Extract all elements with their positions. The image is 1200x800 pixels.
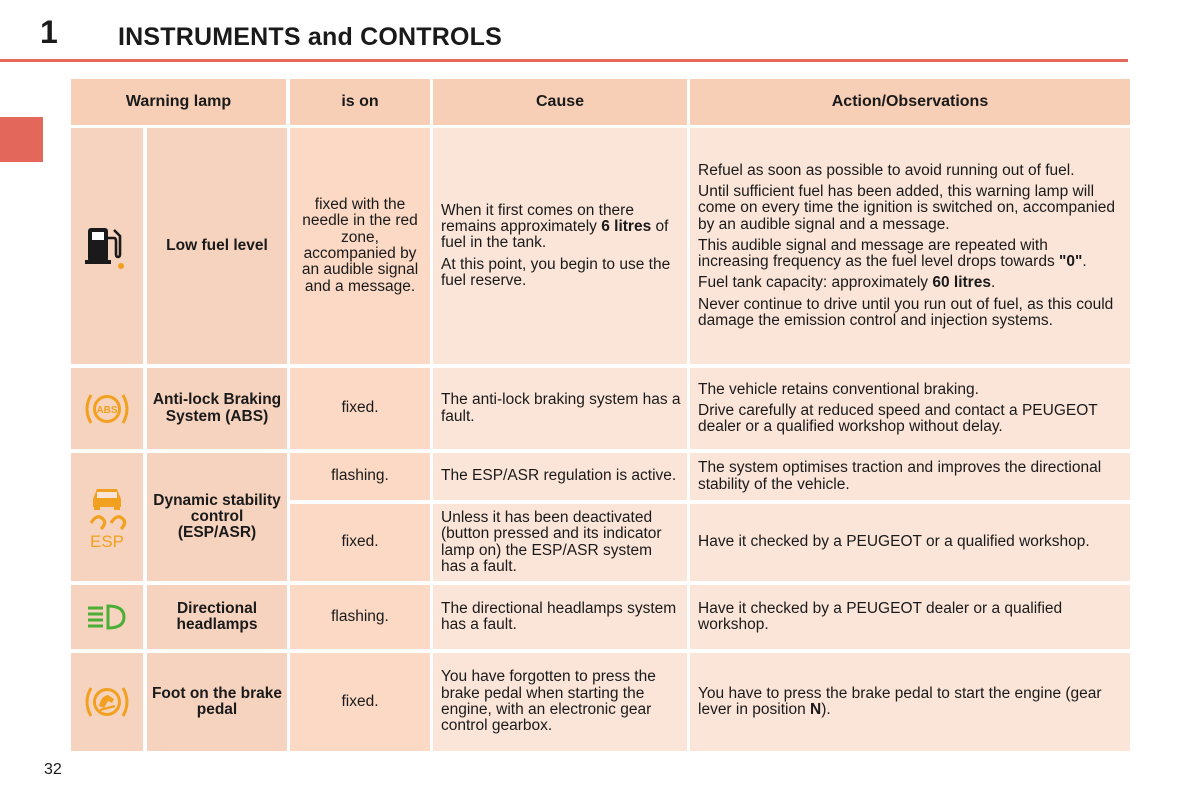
action-bold-text: "0" [1059, 253, 1083, 271]
table-row-headlamps-icon-cell [71, 585, 143, 649]
action-text: Never continue to drive until you run out of fuel, as this could damage the emission control and injection systems. [698, 295, 1114, 330]
esp-icon-text: ESP [89, 532, 125, 549]
action-text: Drive carefully at reduced speed and contact a PEUGEOT dealer or a qualified workshop without delay. [698, 401, 1098, 436]
page-number: 32 [44, 761, 62, 778]
foot-on-brake-icon [81, 682, 133, 722]
table-row-low-fuel-is-on: fixed with the needle in the red zone, accompanied by an audible signal and a message. [290, 128, 430, 364]
table-row-headlamps-action [690, 585, 1130, 649]
table-row-brake-is-on: fixed. [290, 653, 430, 751]
table-row-esp-flashing-is-on: flashing. [290, 453, 430, 500]
action-text: You have to press the brake pedal to start the engine (gear lever in position [698, 684, 1102, 718]
table-row-esp-name: Dynamic stability control (ESP/ASR) [147, 453, 287, 581]
cause-bold-text: 6 litres [601, 218, 652, 236]
action-bold-text: N [810, 701, 822, 718]
table-row-headlamps-name: Directional headlamps [147, 585, 287, 649]
action-text: Until sufficient fuel has been added, this warning lamp will come on every time the ignition is switched on, accompanied by an audible signal and a message. [698, 182, 1115, 233]
header-action: Action/Observations [690, 79, 1130, 125]
esp-skid-icon [85, 485, 129, 549]
action-text: Fuel tank capacity: approximately [698, 274, 933, 292]
header-rule [0, 59, 1128, 62]
action-bold-text: 60 litres [932, 274, 991, 292]
action-text: This audible signal and message are repeated with increasing frequency as the fuel level drops towards [698, 236, 1060, 271]
table-row-headlamps-cause [433, 585, 687, 649]
cause-text: The ESP/ASR regulation is active. [441, 467, 677, 485]
table-row-low-fuel-name: Low fuel level [147, 128, 287, 364]
header-warning-lamp: Warning lamp [71, 79, 286, 125]
action-text: The vehicle retains conventional braking. [698, 380, 979, 398]
cause-text: The anti-lock braking system has a fault. [441, 391, 681, 425]
action-text: Refuel as soon as possible to avoid running out of fuel. [698, 161, 1075, 179]
table-row-abs-name: Anti-lock Braking System (ABS) [147, 368, 287, 449]
table-row-brake-action [690, 653, 1130, 751]
cause-text: The directional headlamps system has a fault. [441, 599, 677, 633]
abs-icon-text: ABS [96, 404, 118, 416]
table-row-abs-cause [433, 368, 687, 449]
action-text: The system optimises traction and improves the directional stability of the vehicle. [698, 459, 1102, 493]
cause-text: of fuel in the tank. [441, 218, 669, 252]
table-row-abs-action [690, 368, 1130, 449]
fuel-pump-icon [85, 222, 129, 270]
cause-text: Unless it has been deactivated (button pressed and its indicator lamp on) the ESP/ASR system has a fault. [441, 508, 662, 575]
table-row-brake-icon-cell [71, 653, 143, 751]
action-text: Have it checked by a PEUGEOT or a qualified workshop. [698, 533, 1090, 551]
chapter-side-tab [0, 117, 43, 162]
action-text: ). [821, 701, 831, 718]
cause-text: At this point, you begin to use the fuel reserve. [441, 255, 671, 289]
table-row-low-fuel-icon-cell [71, 128, 143, 364]
table-row-esp-icon-cell [71, 453, 143, 581]
page-title: INSTRUMENTS and CONTROLS [118, 23, 502, 51]
cause-text: When it first comes on there remains approximately [441, 201, 634, 236]
table-row-esp-fixed-is-on: fixed. [290, 504, 430, 581]
action-text: . [990, 274, 996, 292]
table-row-brake-cause [433, 653, 687, 751]
chapter-number: 1 [40, 14, 58, 50]
table-row-esp-fixed-action [690, 504, 1130, 581]
table-row-abs-is-on: fixed. [290, 368, 430, 449]
table-row-low-fuel-cause [433, 128, 687, 364]
table-row-esp-flashing-action [690, 453, 1130, 500]
header-is-on: is on [290, 79, 430, 125]
table-row-esp-fixed-cause [433, 504, 687, 581]
table-row-brake-name: Foot on the brake pedal [147, 653, 287, 751]
table-row-low-fuel-action [690, 128, 1130, 364]
action-text: . [1082, 253, 1087, 271]
cause-text: You have forgotten to press the brake pedal when starting the engine, with an electronic gear control gearbox. [441, 668, 656, 735]
table-row-esp-flashing-cause [433, 453, 687, 500]
table-row-abs-icon-cell [71, 368, 143, 449]
action-text: Have it checked by a PEUGEOT dealer or a qualified workshop. [698, 599, 1063, 633]
header-cause: Cause [433, 79, 687, 125]
abs-warning-icon [81, 389, 133, 429]
table-row-headlamps-is-on: flashing. [290, 585, 430, 649]
directional-headlamp-icon [86, 602, 128, 632]
